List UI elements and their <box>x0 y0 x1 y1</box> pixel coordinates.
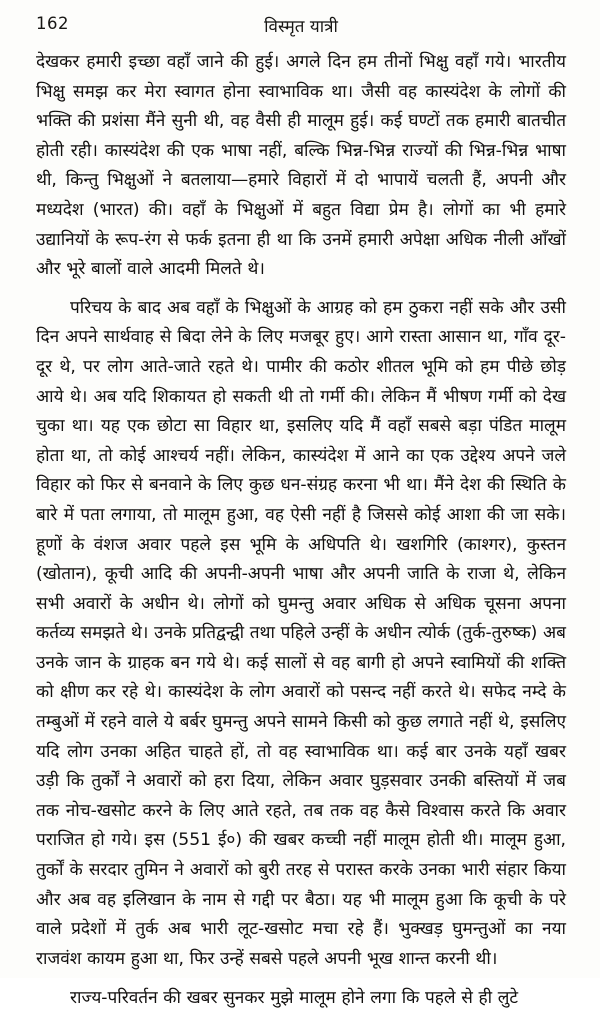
page-number: 162 <box>36 14 69 33</box>
paragraph-3-partial: राज्य-परिवर्तन की खबर सुनकर मुझे मालूम होने लगा कि पहले से ही लुटे <box>70 988 519 1009</box>
paragraph-1: देखकर हमारी इच्छा वहाँ जाने की हुई। अगले दिन हम तीनों भिक्षु वहाँ गये। भारतीय भिक्षु समझ कर मेरा स्वागत होना स्वाभाविक था। जैसी वह कास्यंदेश के लोगों की भक्ति की प्रशंसा मैंने सुनी थी, वह वैसी ही मालूम हुई। कई घण्टों तक हमारी बातचीत होती रही। कास्यंदेश की एक भाषा नहीं, बल्कि भिन्न-भिन्न राज्यों की भिन्न-भिन्न भाषा थी, किन्तु भिक्षुओं ने बतलाया—हमारे विहारों में दो भापायें चलती हैं, अपनी और मध्यदेश (भारत) की। वहाँ के भिक्षुओं में बहुत विद्या प्रेम है। लोगों का भी हमारे उद्यानियों के रूप-रंग से फर्क इतना ही था कि उनमें हमारी अपेक्षा अधिक नीली आँखों और भूरे बालों वाले आदमी मिलते थे। <box>36 52 566 280</box>
book-title: विस्मृत यात्री <box>264 17 338 37</box>
page-body <box>36 48 566 1014</box>
paragraph-2: परिचय के बाद अब वहाँ के भिक्षुओं के आग्रह को हम ठुकरा नहीं सके और उसी दिन अपने सार्थवाह से बिदा लेने के लिए मजबूर हुए। आगे रास्ता आसान था, गाँव दूर-दूर थे, पर लोग आते-जाते रहते थे। पामीर की कठोर शीतल भूमि को हम पीछे छोड़ आये थे। अब यदि शिकायत हो सकती थी तो गर्मी की। लेकिन मैं भीषण गर्मी को देख चुका था। यह एक छोटा सा विहार था, इसलिए यदि मैं वहाँ सबसे बड़ा पंडित मालूम होता था, तो कोई आश्चर्य नहीं। लेकिन, कास्यंदेश में आने का एक उद्देश्य अपने जले विहार को फिर से बनवाने के लिए कुछ धन-संग्रह करना भी था। मैंने देश की स्थिति के बारे में पता लगाया, तो मालूम हुआ, वह ऐसी नहीं है जिससे कोई आशा की जा सके। हूणों के वंशज अवार पहले इस भूमि के अधिपति थे। खशगिरि (काश्गर), कुस्तन (खोतान), कूची आदि की अपनी-अपनी भाषा और अपनी जाति के राजा थे, लेकिन सभी अवारों के अधीन थे। लोगों को घुमन्तु अवार अधिक से अधिक चूसना अपना कर्तव्य समझते थे। उनके प्रतिद्वन्द्वी तथा पहिले उन्हीं के अधीन त्योर्क (तुर्क-तुरुष्क) अब उनके जान के ग्राहक बन गये थे। कई सालों से वह बागी हो अपने स्वामियों की शक्ति को क्षीण कर रहे थे। कास्यंदेश के लोग अवारों को पसन्द नहीं करते थे। सफेद नम्दे के तम्बुओं में रहने वाले ये बर्बर घुमन्तु अपने सामने किसी को कुछ लगाते नहीं थे, इसलिए यदि लोग उनका अहित चाहते हों, तो वह स्वाभाविक था। कई बार उनके यहाँ खबर उड़ी कि तुर्कों ने अवारों को हरा दिया, लेकिन अवार घुड़सवार उनकी बस्तियों में जब तक नोच-खसोट करने के लिए आते रहते, तब तक वह कैसे विश्वास करते कि अवार पराजित हो गये। इस (551 ई०) की खबर कच्ची नहीं मालूम होती थी। मालूम हुआ, तुर्कों के सरदार तुमिन ने अवारों को बुरी तरह से परास्त करके उनका भारी संहार किया और अब वह इलिखान के नाम से गद्दी पर बैठा। यह भी मालूम हुआ कि कूची के परे वाले प्रदेशों में तुर्क अब भारी लूट-खसोट मचा रहे हैं। भुक्खड़ घुमन्तुओं का नया राजवंश कायम हुआ था, फिर उन्हें सबसे पहले अपनी भूख शान्त करनी थी। <box>36 297 566 969</box>
page-header <box>36 14 566 48</box>
